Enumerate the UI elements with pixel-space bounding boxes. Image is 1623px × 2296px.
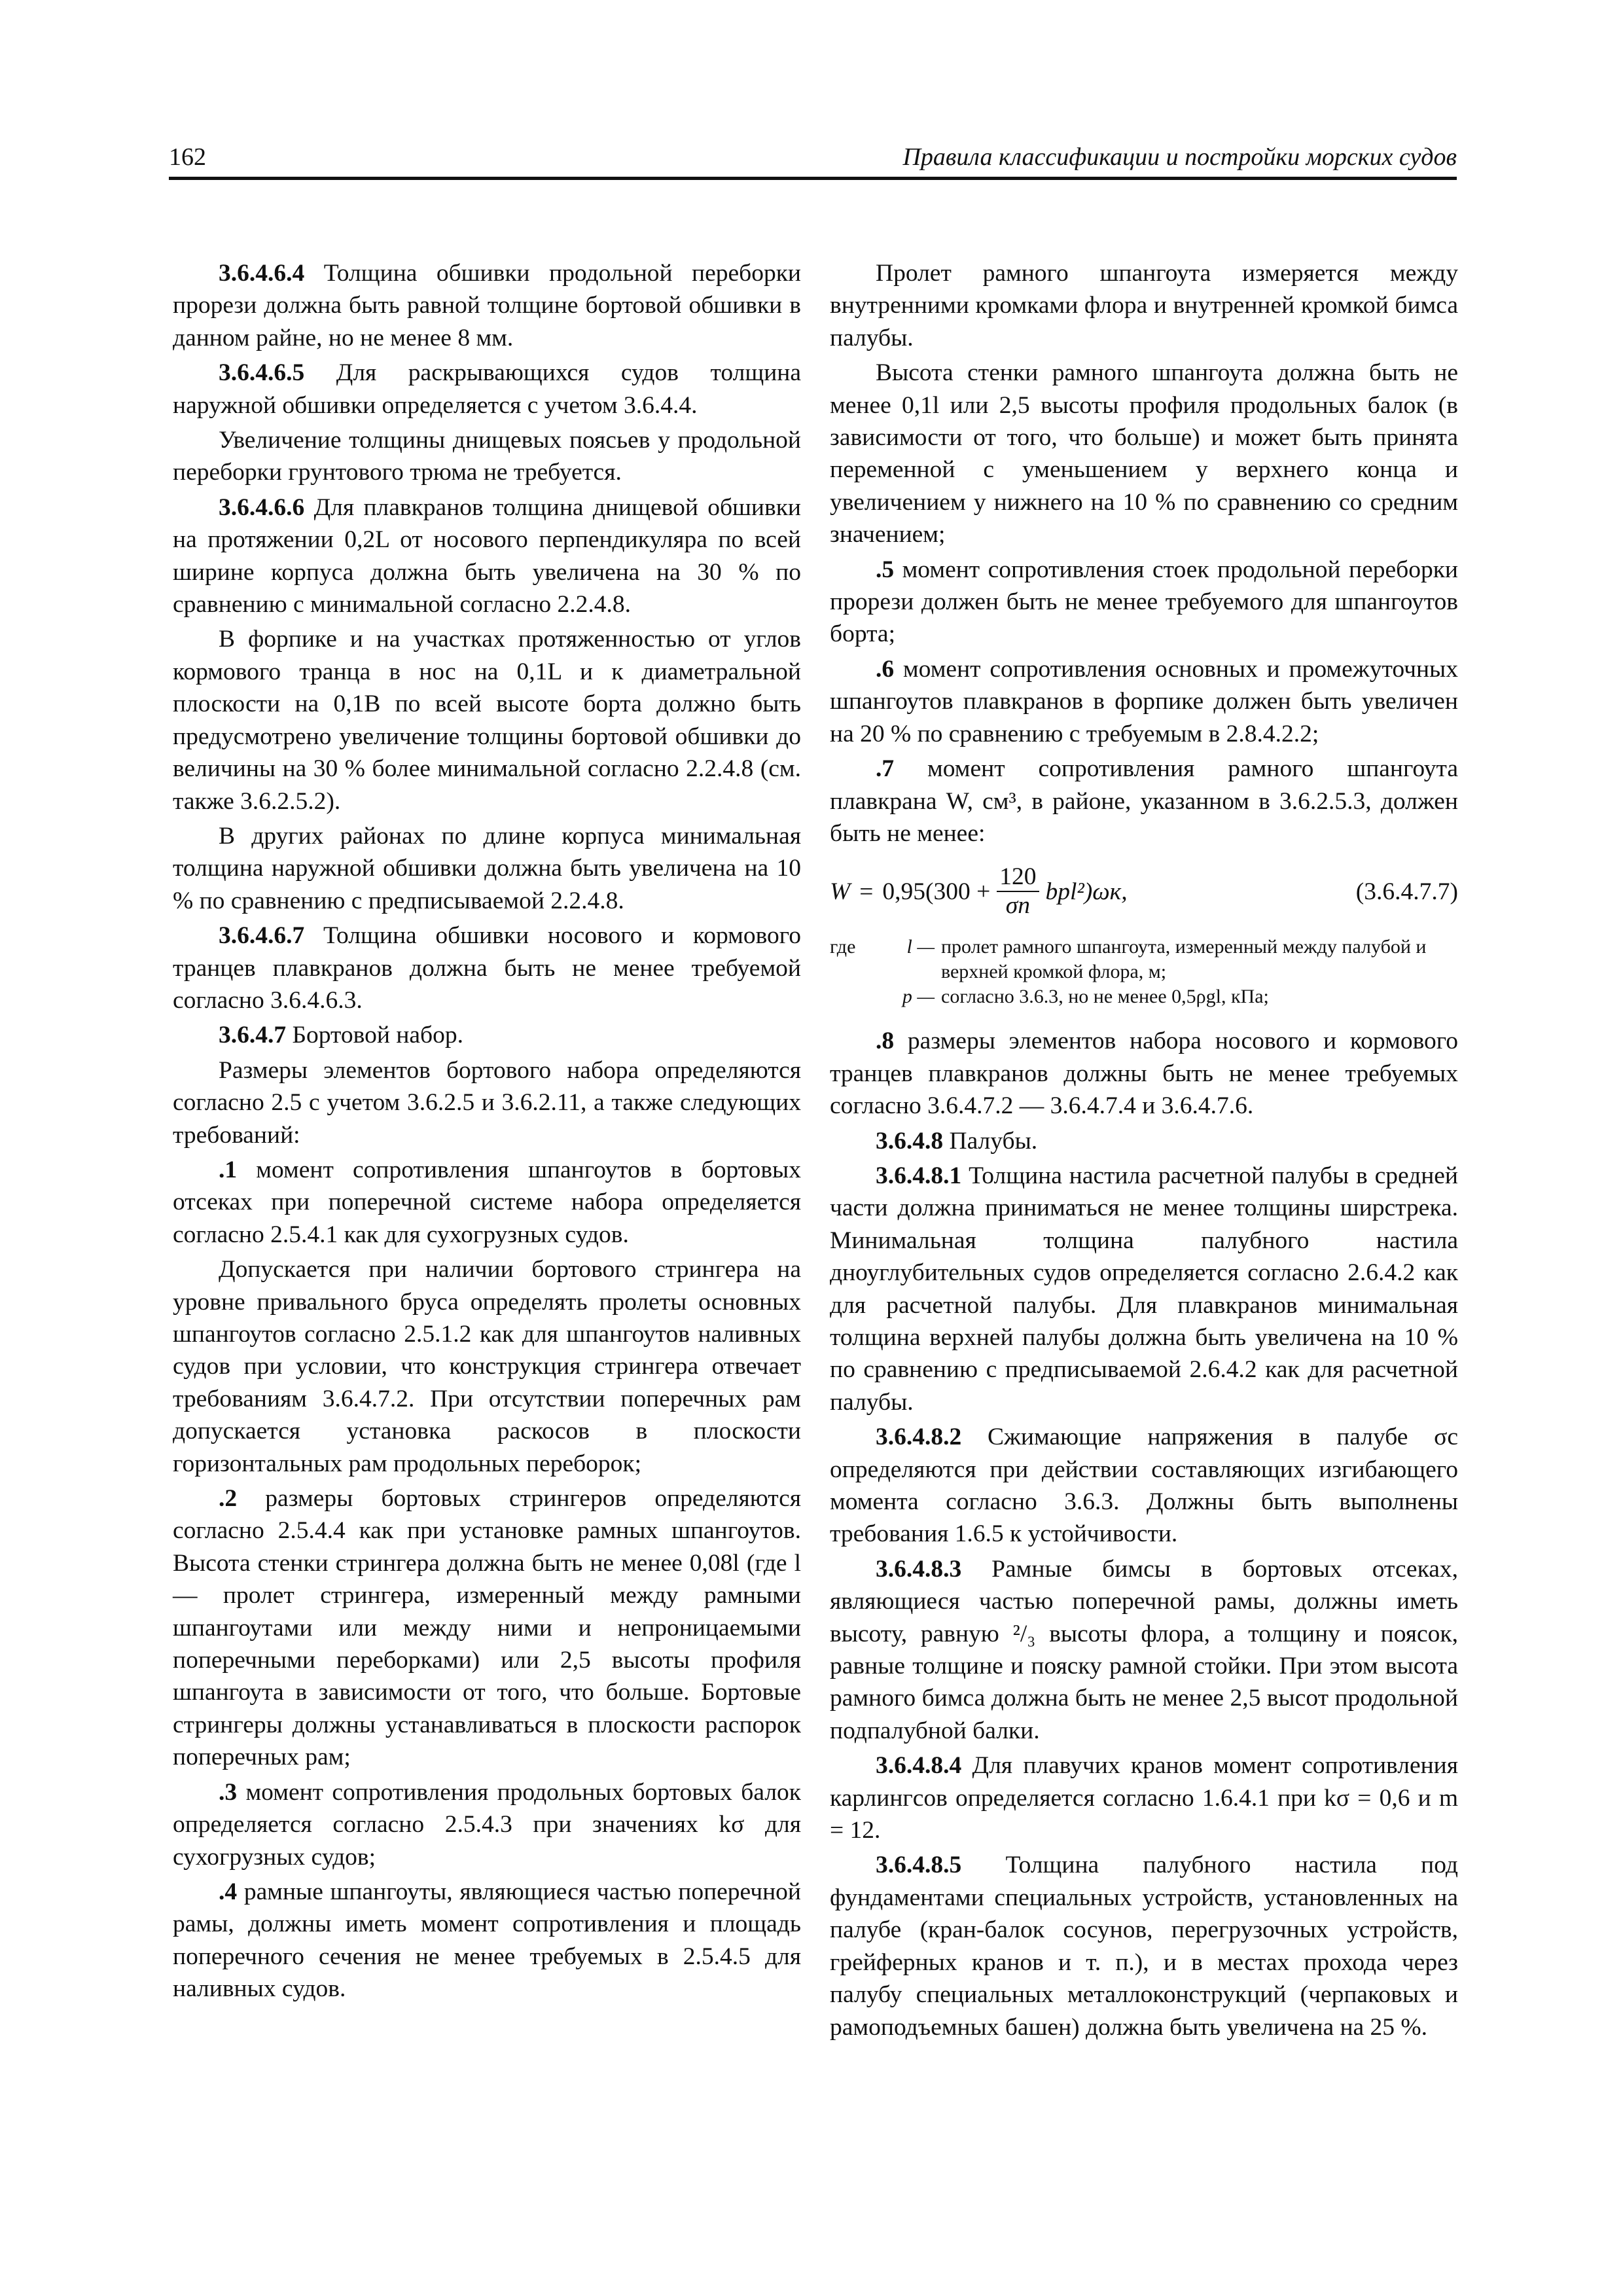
paragraph [173,257,801,354]
clause-number: 3.6.4.8.4 [876,1752,962,1780]
clause-number: .3 [219,1778,238,1806]
legend-symbol-l: l — [906,936,935,958]
paragraph-text: Толщина обшивки носового и кормового транцев плавкранов должна быть не менее требуемой согласно 3.6.4.6.3. [173,922,801,1014]
fraction-numerator: 120 [997,863,1039,892]
paragraph-text: Для плавкранов толщина днищевой обшивки на протяжении 0,2L от носового перпендикуляра по всей ширине корпуса должна быть увеличена на 30 % по сравнению с минимальной согласно 2.2.4.8. [173,493,801,619]
clause-number: 3.6.4.6.5 [219,359,305,387]
paragraph-text: В форпике и на участках протяженностью от углов кормового транца в нос на 0,1L и к диаметральной плоскости на 0,1B по всей высоте борта должно быть предусмотрено увеличение толщины бортовой обшивки до величины на 30 % более минимальной согласно 2.2.4.8 (см. также 3.6.2.5.2). [173,626,801,815]
paragraph-text: Для раскрывающихся судов толщина наружной обшивки определяется с учетом 3.6.4.4. [173,359,801,419]
paragraph-text: Толщина настила расчетной палубы в средней части должна приниматься не менее толщины ширстрека. Минимальная толщина палубного настила дноуглубительных судов определяется согласно 2.6.4.2 как для расчетной палубы. Для плавкранов минимальная толщина верхней палубы должна быть увеличена на 10 % по сравнению с предписываемой 2.6.4.2 как для расчетной палубы. [830,1162,1458,1416]
formula-legend [830,935,1458,1009]
paragraph-text: момент сопротивления рамного шпангоута плавкрана W, см³, в районе, указанном в 3.6.2.5.3, должен быть не менее: [830,755,1458,847]
clause-number: 3.6.4.6.7 [219,922,305,950]
paragraph [173,1154,801,1251]
legend-desc-p: согласно 3.6.3, но не менее 0,5ρgl, кПа; [941,986,1269,1008]
paragraph-text: Бортовой набор. [286,1022,463,1049]
clause-number: 3.6.4.6.4 [219,260,305,287]
paragraph-text: размеры бортовых стрингеров определяются согласно 2.5.4.4 как при установке рамных шпангоутов. Высота стенки стрингера должна быть не менее 0,08l (где l — пролет стрингера, измеренный между рамными шпангоутами или между ними и непроницаемыми поперечными переборками) или 2,5 высоты профиля шпангоута в зависимости от того, что больше. Бортовые стрингеры должны устанавливаться в плоскости распорок поперечных рам; [173,1485,801,1771]
formula-3-6-4-7-7 [830,853,1458,929]
paragraph [830,1125,1458,1157]
paragraph [830,1160,1458,1418]
paragraph [173,357,801,422]
paragraph [830,554,1458,651]
paragraph-text: В других районах по длине корпуса минимальная толщина наружной обшивки должна быть увеличена на 10 % по сравнению с предписываемой 2.2.4.8. [173,822,801,914]
where-label: где [830,936,856,958]
right-column [830,257,1458,2046]
clause-number: .4 [219,1878,238,1905]
paragraph [173,623,801,817]
clause-number: .2 [219,1485,238,1513]
paragraph-text: рамные шпангоуты, являющиеся частью поперечной рамы, должны иметь момент сопротивления и площадь поперечного сечения не менее требуемых в 2.5.4.5 для наливных судов. [173,1878,801,2003]
paragraph [173,820,801,917]
legend-symbol-p: p — [902,986,935,1008]
formula-tail: bpl²)ωк, [1045,878,1128,905]
paragraph [173,1482,801,1774]
paragraph [830,357,1458,550]
clause-number: 3.6.4.8.2 [876,1424,962,1451]
clause-number: .7 [876,755,895,783]
formula-eq: = [859,878,874,905]
clause-number: 3.6.4.7 [219,1022,287,1049]
paragraph-text: размеры элементов набора носового и кормового транцев плавкранов должны быть не менее требуемых согласно 3.6.4.7.2 — 3.6.4.7.4 и 3.6.4.7.6. [830,1028,1458,1120]
paragraph [173,492,801,621]
paragraph-text: Палубы. [943,1127,1038,1155]
paragraph-text: Размеры элементов бортового набора определяются согласно 2.5 с учетом 3.6.2.5 и 3.6.2.11, а также следующих требований: [173,1056,801,1149]
paragraph-text: Увеличение толщины днищевых поясьев у продольной переборки грунтового трюма не требуется. [173,427,801,486]
paragraph [830,653,1458,750]
clause-number: .5 [876,556,895,583]
legend-desc-l: пролет рамного шпангоута, измеренный между палубой и верхней кромкой флора, м; [941,936,1427,983]
left-column [173,257,801,2008]
header-rule [169,177,1457,180]
paragraph [173,1019,801,1051]
paragraph-text: Толщина палубного настила под фундаментами специальных устройств, установленных на палубе (кран-балок сосунов, перегрузочных устройств, грейферных кранов и т. п.), и в местах прохода через палубу специальных металлоконструкций (черпаковых и рамоподъемных башен) должна быть увеличена на 25 %. [830,1852,1458,2041]
paragraph-text: Сжимающие напряжения в палубе σc определяются при действии составляющих изгибающего момента согласно 3.6.3. Должны быть выполнены требования 1.6.5 к устойчивости. [830,1424,1458,1548]
paragraph [173,1876,801,2005]
formula-coef: 0,95(300 + [882,878,991,905]
paragraph-text: момент сопротивления основных и промежуточных шпангоутов плавкранов в форпике должен быть увеличен на 20 % по сравнению с требуемым в 2.8.4.2.2; [830,655,1458,747]
paragraph [173,1054,801,1151]
paragraph [173,920,801,1016]
paragraph-text: Толщина обшивки продольной переборки прорези должна быть равной толщине бортовой обшивки в данном райне, но не менее 8 мм. [173,260,801,351]
paragraph [830,1849,1458,2043]
paragraph [830,1421,1458,1551]
paragraph-text: Пролет рамного шпангоута измеряется между внутренними кромками флора и внутренней кромкой бимса палубы. [830,260,1458,351]
paragraph-text: Для плавучих кранов момент сопротивления карлингсов определяется согласно 1.6.4.1 при kσ = 0,6 и m = 12. [830,1752,1458,1844]
paragraph-text: момент сопротивления шпангоутов в бортовых отсеках при поперечной системе набора определяется согласно 2.5.4.1 как для сухогрузных судов. [173,1156,801,1248]
paragraph-text: момент сопротивления продольных бортовых балок определяется согласно 2.5.4.3 при значениях kσ для сухогрузных судов; [173,1778,801,1871]
paragraph-text: Допускается при наличии бортового стрингера на уровне привального бруса определять пролеты основных шпангоутов согласно 2.5.1.2 как для шпангоутов наливных судов при условии, что конструкция стрингера отвечает требованиям 3.6.4.7.2. При отсутствии поперечных рам допускается установка раскосов в плоскости горизонтальных рам продольных переборок; [173,1256,801,1477]
paragraph [830,257,1458,354]
clause-number: 3.6.4.8.1 [876,1162,962,1189]
paragraph-text: момент сопротивления стоек продольной переборки прорези должен быть не менее требуемого для шпангоутов борта; [830,556,1458,648]
clause-number: .8 [876,1028,895,1055]
formula-fraction [997,863,1039,920]
paragraph [830,1749,1458,1846]
paragraph [173,424,801,489]
paragraph-text: Рамные бимсы в бортовых отсеках, являющиеся частью поперечной рамы, должны иметь высоту, равную ²/₃ высоты флора, а толщину и поясок, равные толщине и пояску рамной стойки. При этом высота рамного бимса должна быть не менее 2,5 высот продольной подпалубной балки. [830,1555,1458,1744]
clause-number: .1 [219,1156,238,1183]
running-title: Правила классификации и постройки морских судов [902,143,1457,171]
paragraph [173,1776,801,1873]
fraction-denominator: σn [1005,892,1031,920]
paragraph [830,753,1458,850]
paragraph [830,1025,1458,1122]
clause-number: .6 [876,655,895,683]
clause-number: 3.6.4.8.5 [876,1852,962,1879]
clause-number: 3.6.4.6.6 [219,493,305,521]
formula-number: (3.6.4.7.7) [1355,878,1458,905]
clause-number: 3.6.4.8.3 [876,1555,962,1583]
page-number: 162 [169,143,206,171]
clause-number: 3.6.4.8 [876,1127,944,1155]
paragraph [830,1553,1458,1747]
paragraph-text: Высота стенки рамного шпангоута должна быть не менее 0,1l или 2,5 высоты профиля продольных балок (в зависимости от того, что больше) и может быть принята переменной с уменьшением у верхнего конца и увеличением у нижнего на 10 % по сравнению со средним значением; [830,359,1458,548]
paragraph [173,1253,801,1480]
formula-lhs: W [830,878,851,905]
